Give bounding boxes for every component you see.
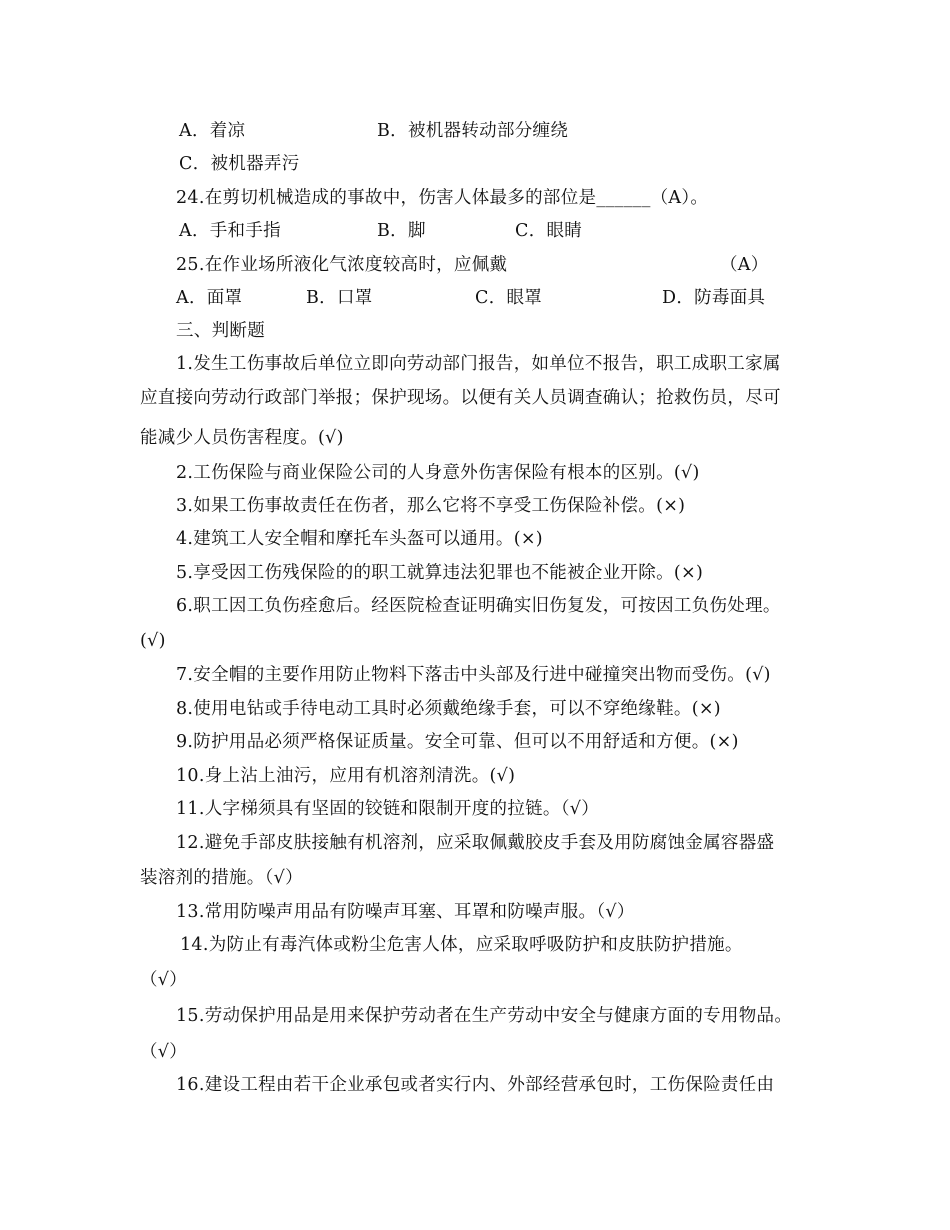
- section-heading: 三、判断题: [176, 321, 265, 341]
- tf-item-11: 11.人字梯须具有坚固的铰链和限制开度的拉链。（√）: [176, 799, 600, 819]
- tf-item-4: 4.建筑工人安全帽和摩托车头盔可以通用。(×): [176, 529, 543, 549]
- q24-option-b: B．脚: [377, 221, 426, 241]
- tf-item-7: 7.安全帽的主要作用防止物料下落击中头部及行进中碰撞突出物而受伤。(√): [176, 665, 771, 685]
- tf-item-9: 9.防护用品必须严格保证质量。安全可靠、但可以不用舒适和方便。(×): [176, 732, 739, 752]
- q25-question: 25.在作业场所液化气浓度较高时，应佩戴: [176, 255, 508, 275]
- q25-option-c: C．眼罩: [475, 288, 543, 308]
- tf-item-15-line-1: 15.劳动保护用品是用来保护劳动者在生产劳动中安全与健康方面的专用物品。: [176, 1006, 793, 1026]
- q23-option-a: A．着凉: [179, 121, 246, 141]
- tf-item-3: 3.如果工伤事故责任在伤者，那么它将不享受工伤保险补偿。(×): [176, 496, 686, 516]
- q23-option-c: C．被机器弄污: [179, 154, 300, 174]
- q25-option-d: D．防毒面具: [662, 288, 766, 308]
- tf-item-5: 5.享受因工伤残保险的的职工就算违法犯罪也不能被企业开除。(×): [176, 563, 704, 583]
- tf-item-12-line-2: 装溶剂的措施。（√）: [140, 868, 303, 888]
- q25-option-b: B．口罩: [306, 288, 373, 308]
- tf-item-15-line-2: （√）: [140, 1042, 188, 1062]
- tf-item-8: 8.使用电钻或手待电动工具时必须戴绝缘手套，可以不穿绝缘鞋。(×): [176, 699, 721, 719]
- tf-item-10: 10.身上沾上油污，应用有机溶剂清洗。(√): [176, 766, 516, 786]
- q24-option-a: A．手和手指: [179, 221, 281, 241]
- tf-item-2: 2.工伤保险与商业保险公司的人身意外伤害保险有根本的区别。(√): [176, 463, 700, 483]
- tf-item-16-line-1: 16.建设工程由若干企业承包或者实行内、外部经营承包时，工伤保险责任由: [176, 1075, 775, 1095]
- tf-item-13: 13.常用防噪声用品有防噪声耳塞、耳罩和防噪声服。（√）: [176, 902, 635, 922]
- tf-item-14-line-1: 14.为防止有毒汽体或粉尘危害人体，应采取呼吸防护和皮肤防护措施。: [180, 935, 743, 955]
- tf-item-6-line-2: (√): [140, 631, 166, 651]
- tf-item-1-line-2: 应直接向劳动行政部门举报；保护现场。以便有关人员调查确认；抢救伤员，尽可: [140, 388, 781, 408]
- tf-item-6-line-1: 6.职工因工负伤痊愈后。经医院检查证明确实旧伤复发，可按因工负伤处理。: [176, 596, 781, 616]
- tf-item-1-line-1: 1.发生工伤事故后单位立即向劳动部门报告，如单位不报告，职工成职工家属: [176, 354, 781, 374]
- tf-item-14-line-2: （√）: [140, 970, 188, 990]
- q25-answer: （A）: [720, 255, 769, 275]
- q23-option-b: B．被机器转动部分缠绕: [377, 121, 569, 141]
- q25-option-a: A．面罩: [176, 288, 243, 308]
- tf-item-12-line-1: 12.避免手部皮肤接触有机溶剂，应采取佩戴胶皮手套及用防腐蚀金属容器盛: [176, 833, 775, 853]
- tf-item-1-line-3: 能减少人员伤害程度。(√): [140, 428, 344, 448]
- q24-option-c: C．眼睛: [515, 221, 583, 241]
- q24-question: 24.在剪切机械造成的事故中，伤害人体最多的部位是______（A）。: [176, 188, 709, 208]
